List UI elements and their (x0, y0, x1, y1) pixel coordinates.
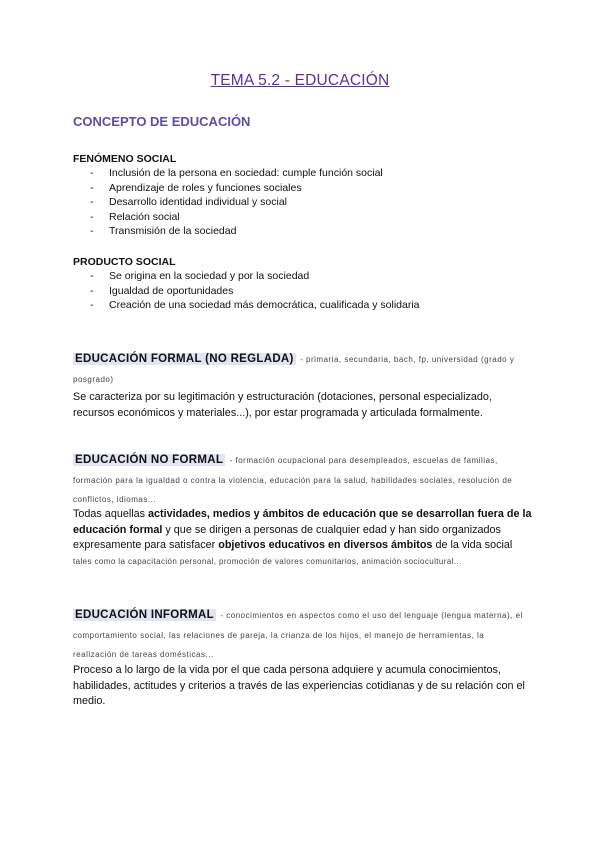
concept-heading: CONCEPTO DE EDUCACIÓN (73, 114, 251, 129)
list-item: - Inclusión de la persona en sociedad: cumple función social (73, 166, 383, 181)
small-run: tales como la capacitación personal, promoción de valores comunitarios, animación sociocultural... (73, 556, 462, 566)
bold-run: actividades, medios y ámbitos de educación que se desarrollan fuera de la educación formal (73, 508, 532, 536)
no-formal-note: - formación ocupacional para desempleados, escuelas de familias, formación para la igualdad o contra la violencia, educación para la salud, habilidades sociales, resolución de conflictos, idiomas... (73, 456, 513, 504)
fenomeno-section (73, 153, 383, 239)
producto-section (73, 256, 420, 313)
producto-heading: PRODUCTO SOCIAL (73, 256, 176, 268)
list-item: - Relación social (73, 210, 383, 225)
formal-note: - primaria, secundaria, bach, fp, universidad (grado y posgrado) (73, 355, 515, 384)
no-formal-text (73, 507, 533, 569)
informal-text: Proceso a lo largo de la vida por el que cada persona adquiere y acumula conocimientos, habilidades, actitudes y criterios a través de las experiencias cotidianas y de su relación con el medio. (73, 664, 525, 707)
list-item: - Transmisión de la sociedad (73, 224, 383, 239)
list-item: - Desarrollo identidad individual y social (73, 195, 383, 210)
informal-header (73, 605, 528, 664)
bold-run: objetivos educativos en diversos ámbitos (218, 539, 433, 551)
text-run: de la vida social (432, 539, 513, 551)
fenomeno-heading: FENÓMENO SOCIAL (73, 153, 177, 165)
producto-list (73, 269, 420, 313)
list-item: - Igualdad de oportunidades (73, 284, 420, 299)
no-formal-heading: EDUCACIÓN NO FORMAL (75, 454, 224, 466)
page-title: TEMA 5.2 - EDUCACIÓN (210, 72, 390, 89)
formal-header (73, 349, 528, 388)
formal-text: Se caracteriza por su legitimación y estructuración (dotaciones, personal especializado, recursos económicos y materiales...), por estar programada y articulada formalmente. (73, 391, 492, 419)
list-item: - Aprendizaje de roles y funciones sociales (73, 181, 383, 196)
informal-note: - conocimientos en aspectos como el uso del lenguaje (lengua materna), el comportamiento social, las relaciones de pareja, la crianza de los hijos, el manejo de herramientas, la realización de tareas domésticas... (73, 611, 523, 659)
list-item: - Creación de una sociedad más democrática, cualificada y solidaria (73, 298, 420, 313)
no-formal-header (73, 450, 528, 509)
formal-heading: EDUCACIÓN FORMAL (NO REGLADA) (75, 353, 294, 365)
fenomeno-list (73, 166, 383, 239)
text-run: Todas aquellas (73, 508, 149, 520)
informal-heading: EDUCACIÓN INFORMAL (75, 609, 214, 621)
list-item: - Se origina en la sociedad y por la sociedad (73, 269, 420, 284)
text-run: y que se dirigen a personas de cualquier edad y han sido organizados expresamente para satisfacer (73, 523, 501, 551)
